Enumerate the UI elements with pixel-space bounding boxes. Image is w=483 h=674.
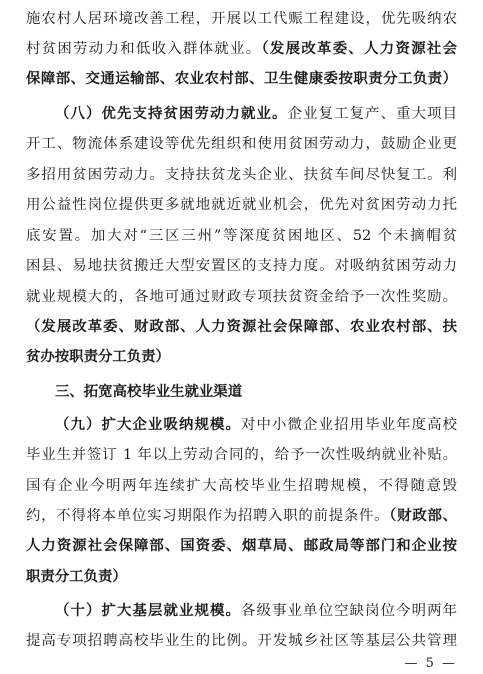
line-15-text: 毕业生并签订 1 年以上劳动合同的，给予一次性吸纳就业补贴。	[26, 447, 457, 463]
line-20-tail: 各级事业单位空缺岗位今明两年	[241, 603, 457, 619]
text-line-2	[26, 38, 457, 60]
section-10-title: （十）扩大基层就业规模。	[55, 602, 242, 619]
text-line-7	[26, 194, 457, 216]
line-18-text: 人力资源社会保障部、国资委、烟草局、邮政局等部门和企业按	[26, 537, 457, 554]
line-11-text: （发展改革委、财政部、人力资源社会保障部、农业农村部、扶	[26, 318, 457, 335]
line-5-text: 开工、物流体系建设等优先组织和使用贫困劳动力，鼓励企业更	[26, 136, 457, 152]
text-line-10	[26, 286, 457, 308]
text-line-12	[26, 346, 457, 368]
line-10-text: 就业规模大的，各地可通过财政专项扶贫资金给予一次性奖励。	[26, 289, 457, 305]
page-number: — 5 —	[404, 656, 457, 671]
text-line-3	[26, 68, 457, 90]
line-16-text: 国有企业今明两年连续扩大高校毕业生招聘规模，不得随意毁	[26, 478, 457, 494]
line-1-text: 施农村人居环境改善工程，开展以工代赈工程建设，优先吸纳农	[26, 11, 457, 27]
text-line-21	[26, 630, 457, 652]
line-3-text: 保障部、交通运输部、农业农村部、卫生健康委按职责分工负责）	[26, 70, 457, 87]
line-2-text: 村贫困劳动力和低收入群体就业。	[26, 41, 262, 57]
line-2-bold-tail: （发展改革委、人力资源社会	[261, 40, 457, 57]
line-7-text: 用公益性岗位提供更多就地就近就业机会，优先对贫困劳动力托	[26, 197, 457, 213]
line-6-text: 多招用贫困劳动力。支持扶贫龙头企业、扶贫车间尽快复工。利	[26, 167, 457, 183]
section-3-heading-text: 三、拓宽高校毕业生就业渠道	[55, 384, 243, 400]
line-4-tail: 企业复工复产、重大项目	[287, 106, 457, 122]
text-line-17	[26, 505, 457, 527]
text-line-4	[55, 103, 457, 125]
line-17-bold-tail: （财政部、	[389, 507, 457, 524]
text-line-18	[26, 535, 457, 557]
section-8-title: （八）优先支持贫困劳动力就业。	[55, 105, 288, 122]
section-3-heading	[55, 381, 457, 403]
line-17-text: 约，不得将本单位实习期限作为招聘入职的前提条件。	[26, 508, 390, 524]
text-line-20	[55, 600, 457, 622]
section-9-title: （九）扩大企业吸纳规模。	[55, 416, 242, 433]
text-line-5	[26, 133, 457, 155]
text-line-16	[26, 475, 457, 497]
text-line-9	[26, 255, 457, 277]
line-12-text: 贫办按职责分工负责）	[26, 348, 170, 365]
text-line-15	[26, 444, 457, 466]
text-line-14	[55, 414, 457, 436]
text-line-1	[26, 8, 457, 30]
line-21-text: 提高专项招聘高校毕业生的比例。开发城乡社区等基层公共管理	[26, 633, 457, 649]
text-line-6	[26, 164, 457, 186]
text-line-11	[26, 316, 457, 338]
line-19-text: 职责分工负责）	[26, 568, 127, 585]
text-line-19	[26, 566, 457, 588]
line-9-text: 困县、易地扶贫搬迁大型安置区的支持力度。对吸纳贫困劳动力	[26, 258, 457, 274]
line-8-text: 底安置。加大对“三区三州”等深度贫困地区、52 个未摘帽贫	[26, 228, 457, 244]
line-14-tail: 对中小微企业招用毕业年度高校	[241, 417, 457, 433]
text-line-8	[26, 225, 457, 247]
